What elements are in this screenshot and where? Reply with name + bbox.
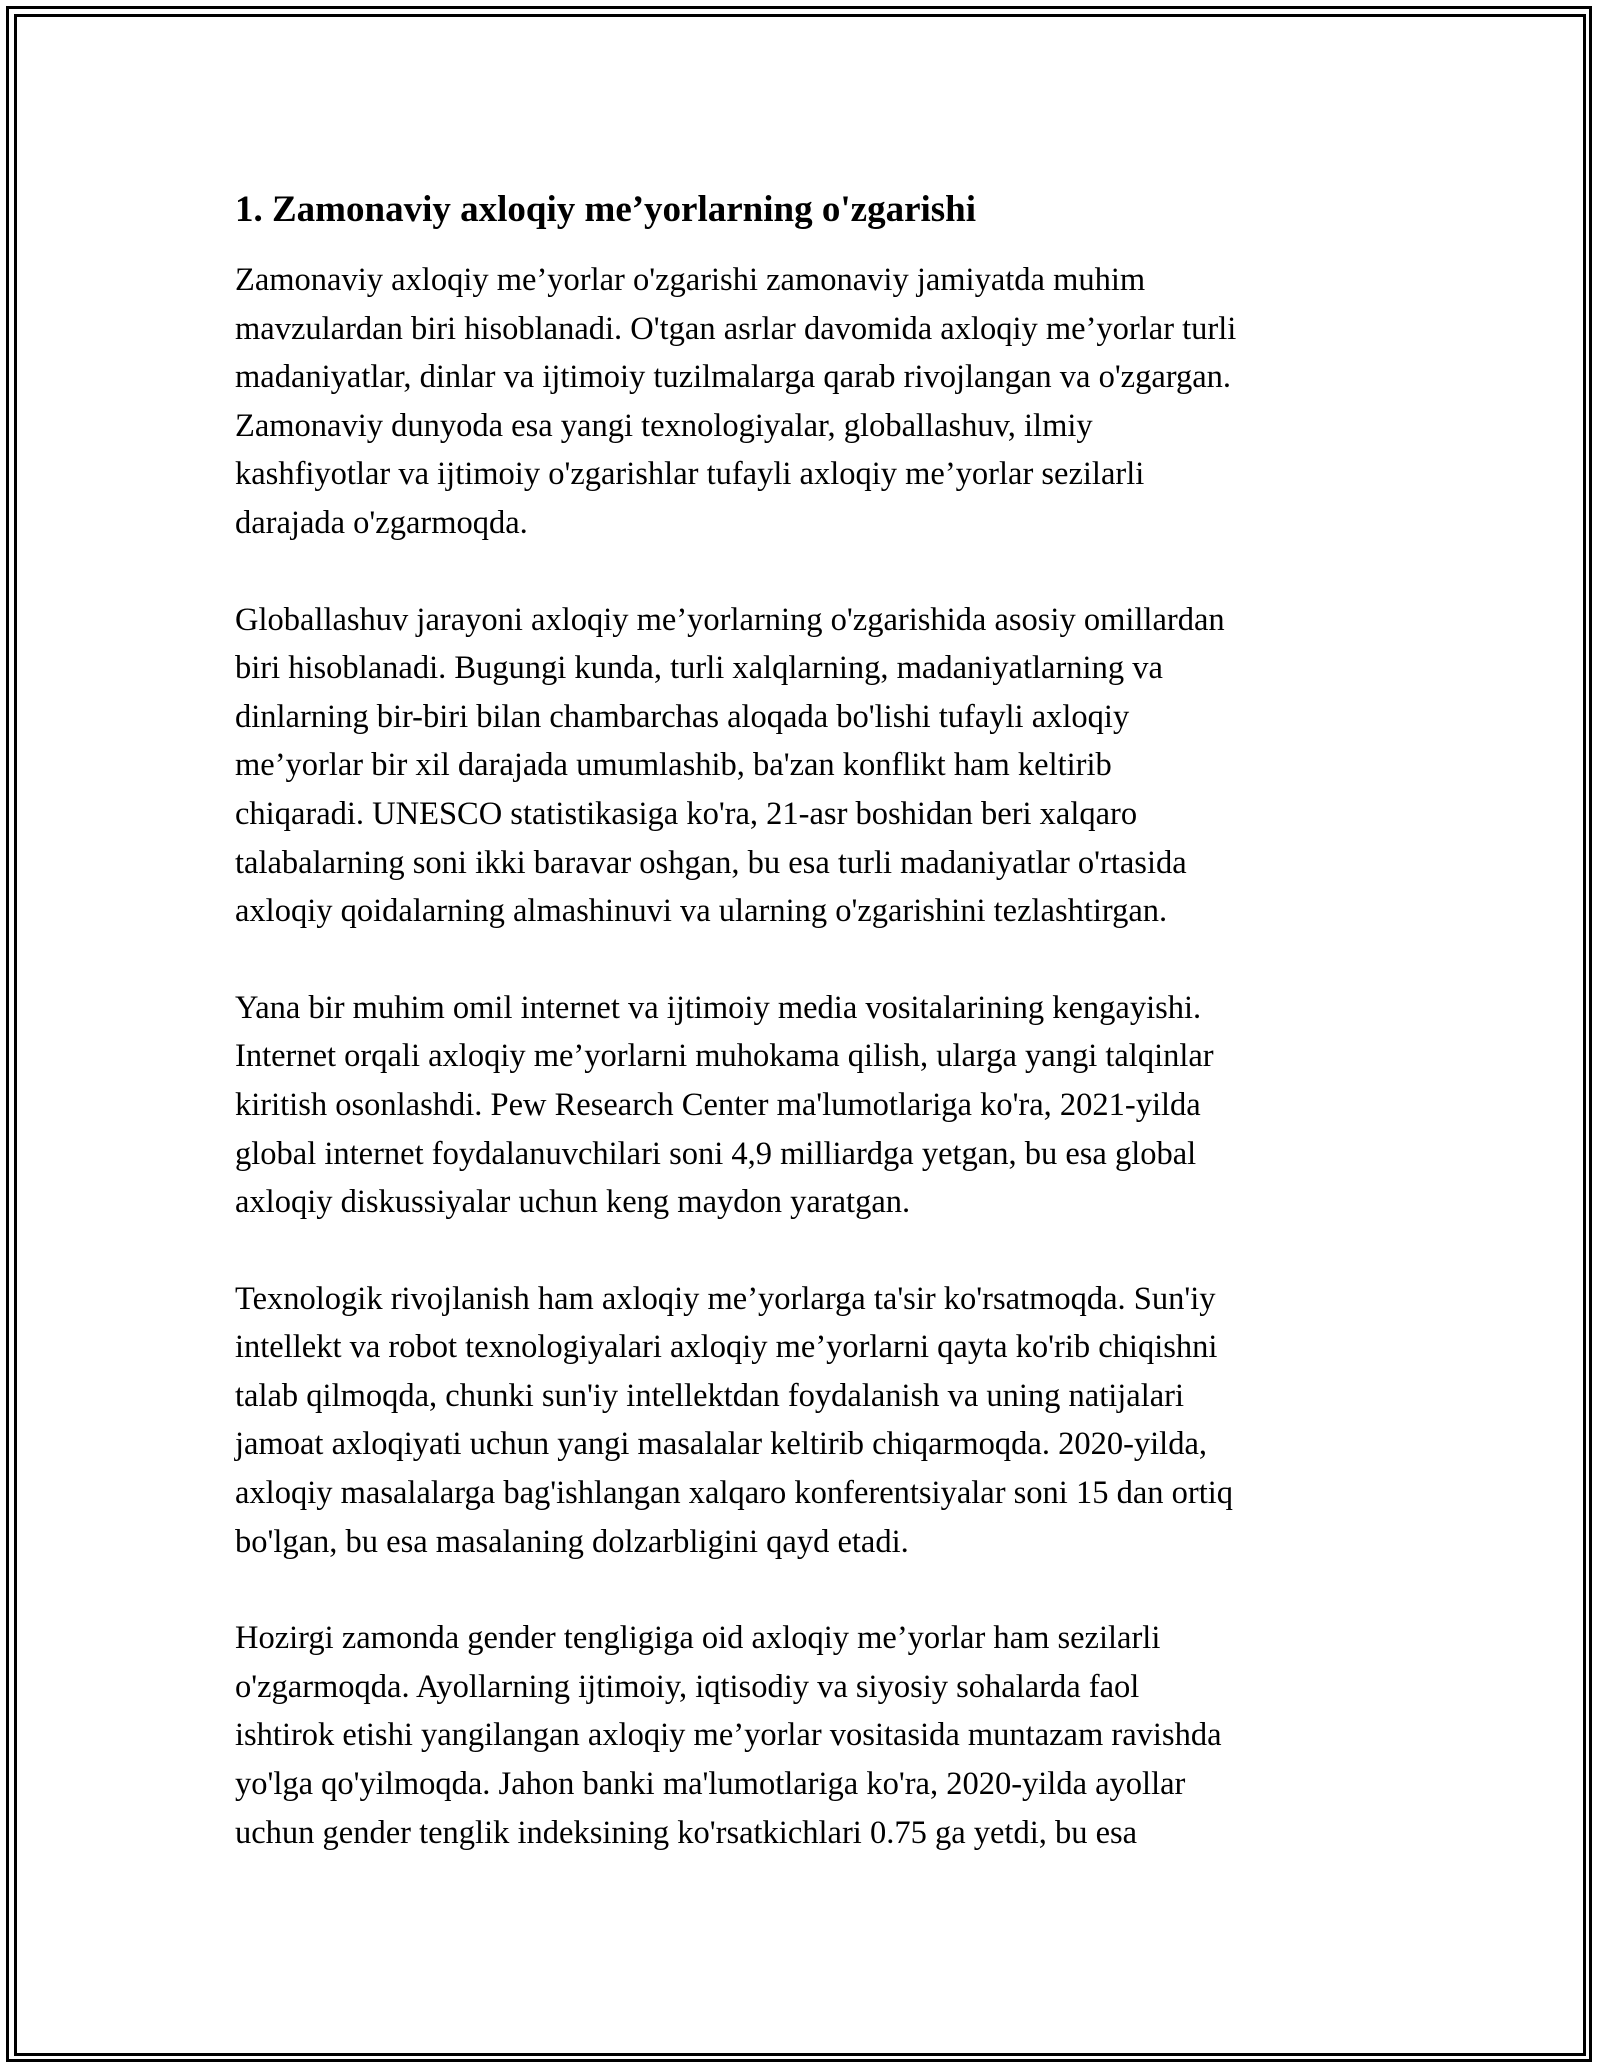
text-line: dinlarning bir-biri bilan chambarchas aloqada bo'lishi tufayli axloqiy (235, 698, 1130, 735)
text-line: chiqaradi. UNESCO statistikasiga ko'ra, 21-asr boshidan beri xalqaro (235, 795, 1138, 832)
text-line: madaniyatlar, dinlar va ijtimoiy tuzilmalarga qarab rivojlangan va o'zgargan. (235, 359, 1232, 396)
text-line: kashfiyotlar va ijtimoiy o'zgarishlar tufayli axloqiy me’yorlar sezilarli (235, 456, 1145, 493)
text-line: Texnologik rivojlanish ham axloqiy me’yorlarga ta'sir ko'rsatmoqda. Sun'iy (235, 1280, 1216, 1317)
text-line: mavzulardan biri hisoblanadi. O'tgan asrlar davomida axloqiy me’yorlar turli (235, 310, 1237, 347)
text-line: o'zgarmoqda. Ayollarning ijtimoiy, iqtisodiy va siyosiy sohalarda faol (235, 1668, 1140, 1705)
text-line: yo'lga qo'yilmoqda. Jahon banki ma'lumotlariga ko'ra, 2020-yilda ayollar (235, 1766, 1186, 1803)
text-line: jamoat axloqiyati uchun yangi masalalar keltirib chiqarmoqda. 2020-yilda, (235, 1426, 1208, 1463)
text-line: uchun gender tenglik indeksining ko'rsatkichlari 0.75 ga yetdi, bu esa (235, 1814, 1138, 1851)
text-line: axloqiy qoidalarning almashinuvi va ularning o'zgarishini tezlashtirgan. (235, 893, 1168, 930)
paragraph-2 (235, 596, 1370, 936)
text-line: Hozirgi zamonda gender tengligiga oid axloqiy me’yorlar ham sezilarli (235, 1620, 1161, 1657)
document-body (235, 186, 1370, 1905)
paragraph-4 (235, 1275, 1370, 1567)
text-line: global internet foydalanuvchilari soni 4,9 milliardga yetgan, bu esa global (235, 1135, 1197, 1172)
paragraph-3 (235, 984, 1370, 1227)
text-line: ishtirok etishi yangilangan axloqiy me’yorlar vositasida muntazam ravishda (235, 1717, 1222, 1754)
text-line: Globallashuv jarayoni axloqiy me’yorlarning o'zgarishida asosiy omillardan (235, 601, 1225, 638)
text-line: axloqiy diskussiyalar uchun keng maydon yaratgan. (235, 1184, 911, 1221)
section-heading: 1. Zamonaviy axloqiy me’yorlarning o'zgarishi (235, 189, 977, 230)
text-line: biri hisoblanadi. Bugungi kunda, turli xalqlarning, madaniyatlarning va (235, 650, 1163, 687)
paragraph-1 (235, 256, 1370, 548)
text-line: axloqiy masalalarga bag'ishlangan xalqaro konferentsiyalar soni 15 dan ortiq (235, 1475, 1234, 1512)
text-line: talab qilmoqda, chunki sun'iy intellektdan foydalanish va uning natijalari (235, 1377, 1185, 1414)
text-line: Zamonaviy axloqiy me’yorlar o'zgarishi zamonaviy jamiyatda muhim (235, 262, 1146, 298)
text-line: kiritish osonlashdi. Pew Research Center ma'lumotlariga ko'ra, 2021-yilda (235, 1086, 1201, 1123)
text-line: Zamonaviy dunyoda esa yangi texnologiyalar, globallashuv, ilmiy (235, 407, 1093, 444)
text-line: Yana bir muhim omil internet va ijtimoiy media vositalarining kengayishi. (235, 989, 1202, 1026)
text-line: Internet orqali axloqiy me’yorlarni muhokama qilish, ularga yangi talqinlar (235, 1038, 1214, 1075)
text-line: bo'lgan, bu esa masalaning dolzarbligini qayd etadi. (235, 1523, 909, 1560)
text-line: darajada o'zgarmoqda. (235, 504, 528, 541)
paragraph-5 (235, 1614, 1370, 1857)
text-line: talabalarning soni ikki baravar oshgan, bu esa turli madaniyatlar o'rtasida (235, 844, 1187, 881)
text-line: me’yorlar bir xil darajada umumlashib, ba'zan konflikt ham keltirib (235, 747, 1112, 784)
text-line: intellekt va robot texnologiyalari axloqiy me’yorlarni qayta ko'rib chiqishni (235, 1329, 1218, 1366)
